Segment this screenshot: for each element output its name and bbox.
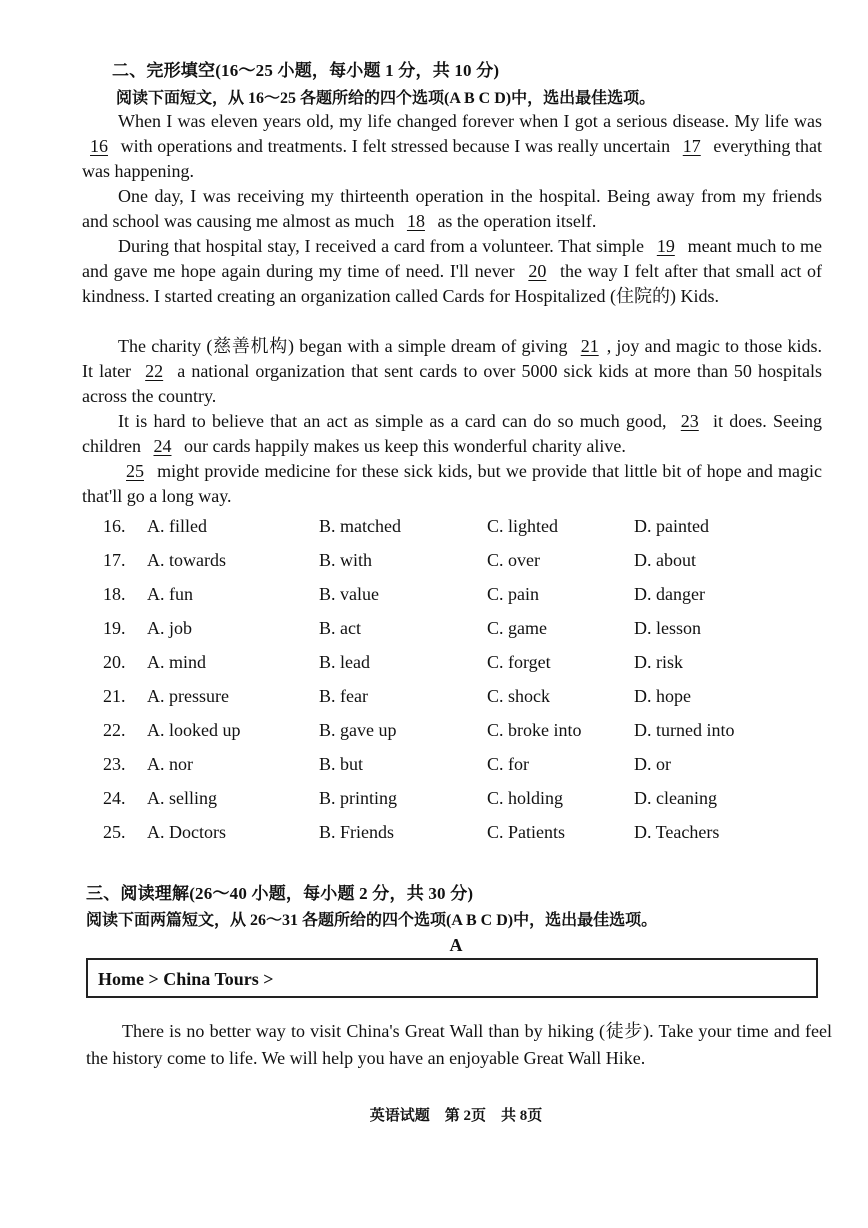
passage-paragraph-2 [82, 184, 822, 234]
blank-17: 17 [682, 135, 701, 156]
section2-heading: 二、完形填空(16～25 小题，每小题 1 分，共 10 分) [112, 61, 500, 80]
p2-text-1: One day, I was receiving my thirteenth operation in the hospital. Being away from my friends and school was causing me almost as much [82, 186, 822, 231]
p6-text-1: might provide medicine for these sick kids, but we provide that little bit of hope and magic that'll go a long way. [82, 461, 822, 506]
p4-text-3: a national organization that sent cards to over 5000 sick kids at more than 50 hospitals across the country. [82, 360, 823, 406]
p2-text-2: as the operation itself. [437, 210, 597, 231]
option-a: A. job [147, 618, 192, 638]
p3-text-3: the way I felt after that small act of kindness. I started creating an organization called Cards for Hospitalized (住院的) Kids. [82, 260, 823, 306]
option-c: C. lighted [487, 516, 558, 536]
option-d: D. risk [634, 652, 683, 672]
breadcrumb: Home > China Tours > [98, 969, 274, 989]
p5-text-3: our cards happily makes us keep this wonderful charity alive. [183, 435, 626, 456]
passage-paragraph-3 [82, 234, 822, 308]
option-a: A. filled [147, 516, 207, 536]
question-number: 21. [103, 686, 126, 706]
option-c: C. shock [487, 686, 550, 706]
question-number: 16. [103, 516, 126, 536]
option-a: A. Doctors [147, 822, 226, 842]
option-row [0, 516, 868, 544]
question-number: 22. [103, 720, 126, 740]
section2-instruction: 阅读下面短文，从 16～25 各题所给的四个选项(A B C D)中，选出最佳选项。 [116, 90, 656, 107]
blank-23: 23 [680, 411, 699, 431]
option-a: A. mind [147, 652, 207, 672]
blank-22: 22 [145, 360, 164, 381]
option-b: B. but [319, 754, 364, 774]
option-b: B. fear [319, 686, 368, 706]
option-d: D. Teachers [634, 822, 720, 842]
option-d: D. about [634, 550, 696, 570]
option-row [0, 822, 868, 850]
option-b: B. printing [319, 788, 398, 808]
question-number: 19. [103, 618, 126, 638]
option-row [0, 686, 868, 714]
p1-text-3: everything that was happening. [82, 135, 823, 181]
page-footer: 英语试题 第 2页 共 8页 [369, 1108, 543, 1124]
option-d: D. turned into [634, 720, 735, 740]
option-d: D. danger [634, 584, 705, 604]
section3-heading: 三、阅读理解(26～40 小题，每小题 2 分，共 30 分) [86, 884, 474, 903]
question-number: 25. [103, 822, 126, 842]
question-number: 24. [103, 788, 126, 808]
blank-20: 20 [528, 260, 547, 281]
option-b: B. act [319, 618, 361, 638]
option-c: C. game [487, 618, 547, 638]
question-number: 23. [103, 754, 126, 774]
option-a: A. pressure [147, 686, 229, 706]
nav-breadcrumb-box [86, 958, 818, 998]
option-b: B. Friends [319, 822, 395, 842]
option-c: C. Patients [487, 822, 566, 842]
option-d: D. painted [634, 516, 709, 536]
p5-text-2: it does. Seeing children [82, 411, 822, 456]
reading-paragraph-text: There is no better way to visit China's Great Wall than by hiking (徒步). Take your time and feel the history come to life. We will help you have an enjoyable Great Wall Hike. [86, 1021, 832, 1068]
question-number: 20. [103, 652, 126, 672]
blank-16: 16 [90, 135, 108, 156]
option-a: A. looked up [147, 720, 241, 740]
passage-paragraph-1 [82, 109, 822, 183]
option-c: C. over [487, 550, 540, 570]
option-row [0, 754, 868, 782]
p1-text-1: When I was eleven years old, my life changed forever when I got a serious disease. My life was [118, 111, 822, 131]
option-row [0, 720, 868, 748]
passage-paragraph-5 [82, 409, 822, 459]
option-a: A. selling [147, 788, 217, 808]
blank-25: 25 [126, 461, 144, 481]
passage-paragraph-4 [82, 334, 822, 408]
reading-paragraph [86, 1018, 832, 1072]
p3-text-1: During that hospital stay, I received a card from a volunteer. That simple [118, 236, 644, 256]
option-c: C. holding [487, 788, 564, 808]
option-a: A. fun [147, 584, 193, 604]
option-row [0, 652, 868, 680]
option-a: A. nor [147, 754, 193, 774]
option-d: D. or [634, 754, 671, 774]
option-c: C. broke into [487, 720, 582, 740]
blank-18: 18 [406, 210, 425, 231]
option-a: A. towards [147, 550, 226, 570]
passage-paragraph-6 [82, 459, 822, 509]
option-d: D. lesson [634, 618, 701, 638]
p4-text-2: , joy and magic to those kids. It later [82, 336, 822, 381]
option-c: C. for [487, 754, 529, 774]
p1-text-2: with operations and treatments. I felt stressed because I was really uncertain [120, 135, 671, 156]
option-c: C. forget [487, 652, 551, 672]
question-number: 18. [103, 584, 126, 604]
option-d: D. cleaning [634, 788, 717, 808]
option-b: B. value [319, 584, 379, 604]
blank-24: 24 [153, 435, 172, 456]
section3-instruction: 阅读下面两篇短文，从 26～31 各题所给的四个选项(A B C D)中，选出最佳选项。 [86, 912, 658, 929]
p3-text-2: meant much to me and gave me hope again during my time of need. I'll never [82, 236, 823, 281]
option-row [0, 550, 868, 578]
option-d: D. hope [634, 686, 691, 706]
part-letter: A [449, 935, 463, 955]
p5-text-1: It is hard to believe that an act as simple as a card can do so much good, [118, 411, 667, 431]
question-number: 17. [103, 550, 126, 570]
option-row [0, 788, 868, 816]
option-b: B. gave up [319, 720, 397, 740]
option-row [0, 584, 868, 612]
option-b: B. lead [319, 652, 370, 672]
p4-text-1: The charity (慈善机构) began with a simple dream of giving [118, 336, 568, 356]
option-c: C. pain [487, 584, 539, 604]
option-b: B. matched [319, 516, 401, 536]
option-row [0, 618, 868, 646]
option-b: B. with [319, 550, 373, 570]
blank-21: 21 [580, 336, 599, 356]
blank-19: 19 [656, 236, 675, 256]
